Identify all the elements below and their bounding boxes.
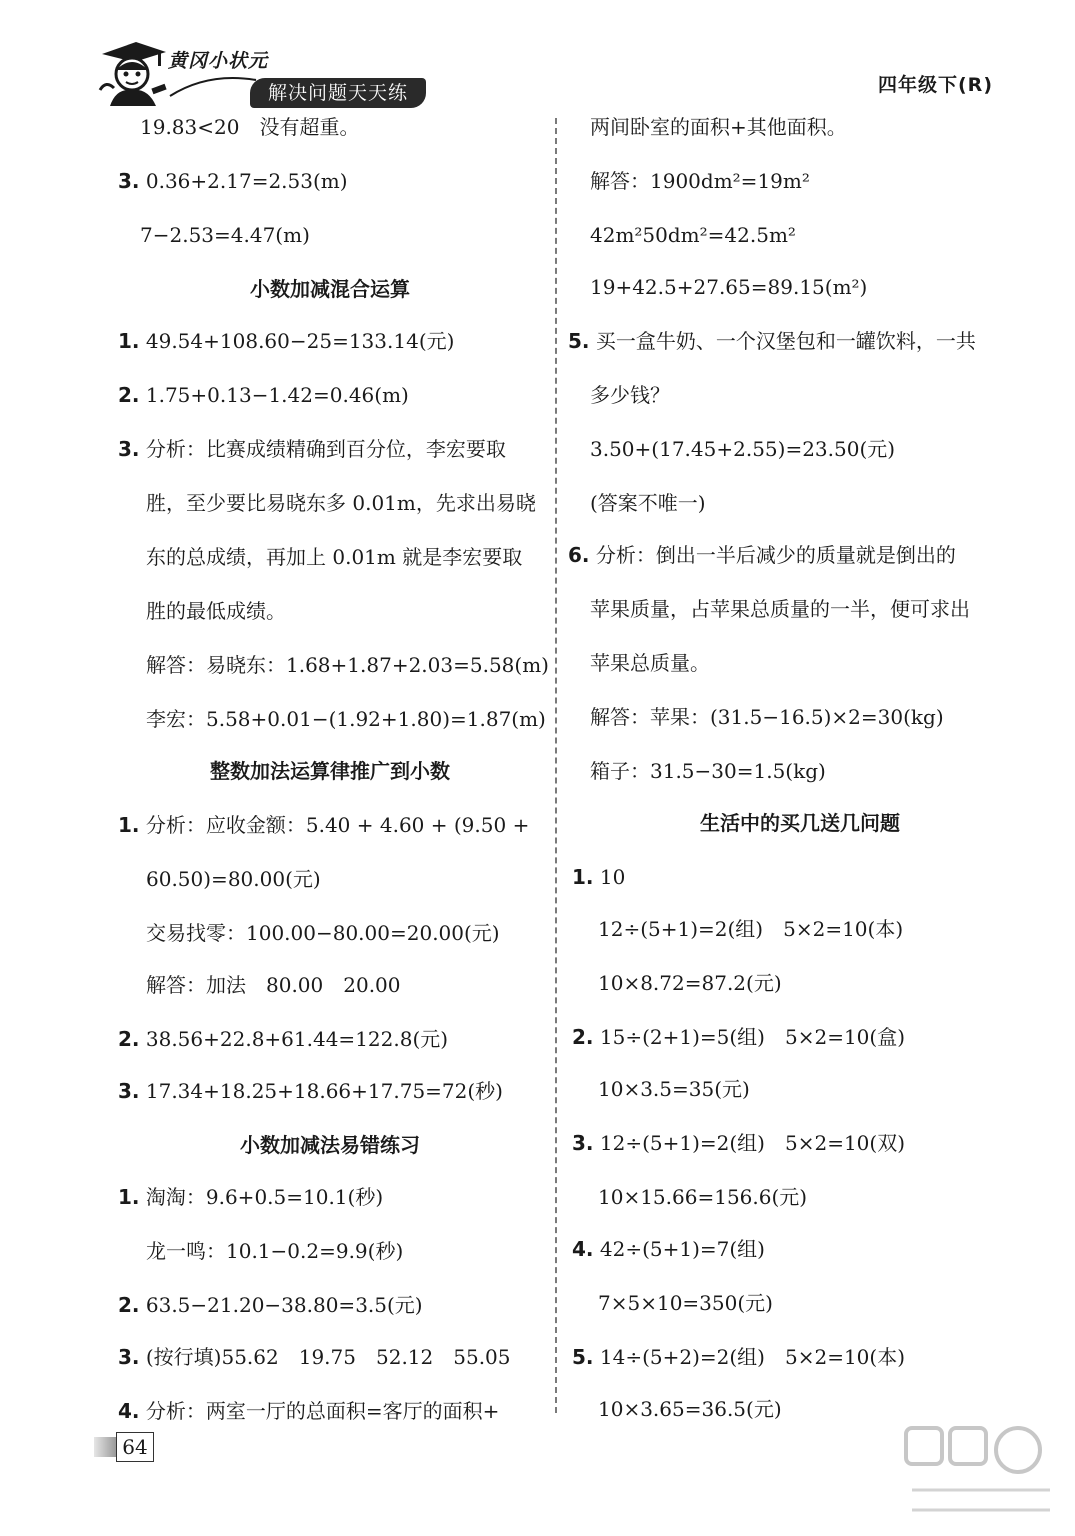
answer-line: 2. 63.5−21.20−38.80=3.5(元) (118, 1293, 423, 1317)
answer-line: 7×5×10=350(元) (598, 1291, 773, 1315)
answer-line: 李宏：5.58+0.01−(1.92+1.80)=1.87(m) (146, 707, 546, 731)
answer-line: 60.50)=80.00(元) (146, 867, 321, 891)
answer-line: 苹果总质量。 (590, 651, 710, 675)
answer-line: 19+42.5+27.65=89.15(m²) (590, 275, 868, 299)
answer-line: 10×15.66=156.6(元) (598, 1185, 808, 1209)
page-header (0, 0, 1075, 110)
answer-line: 解答：苹果：(31.5−16.5)×2=30(kg) (590, 705, 944, 729)
answer-line: 1. 淘淘：9.6+0.5=10.1(秒) (118, 1185, 384, 1209)
answer-line: 3. 12÷(5+1)=2(组) 5×2=10(双) (572, 1131, 906, 1155)
section-title: 生活中的买几送几问题 (700, 811, 900, 835)
answer-line: 龙一鸣：10.1−0.2=9.9(秒) (146, 1239, 404, 1263)
answer-line: 3. 17.34+18.25+18.66+17.75=72(秒) (118, 1079, 503, 1103)
brand-title: 黄冈小状元 (168, 50, 269, 72)
answer-line: 2. 1.75+0.13−1.42=0.46(m) (118, 383, 409, 407)
answer-line: 3. (按行填)55.62 19.75 52.12 55.05 (118, 1345, 511, 1369)
answer-line: 两间卧室的面积+其他面积。 (590, 115, 847, 139)
page-tab-icon (94, 1437, 116, 1457)
answer-line: 3.50+(17.45+2.55)=23.50(元) (590, 437, 896, 461)
answer-line: 1. 10 (572, 865, 626, 889)
answer-line: 胜，至少要比易晓东多 0.01m，先求出易晓 (146, 491, 536, 515)
answer-line: 东的总成绩，再加上 0.01m 就是李宏要取 (146, 545, 523, 569)
grade-label: 四年级下(R) (878, 74, 993, 96)
watermark-logo-icon (900, 1420, 1060, 1530)
answer-line: 4. 42÷(5+1)=7(组) (572, 1237, 765, 1261)
page-number: 64 (116, 1432, 154, 1462)
section-title: 整数加法运算律推广到小数 (210, 759, 450, 783)
answer-line: 交易找零：100.00−80.00=20.00(元) (146, 921, 500, 945)
answer-line: 42m²50dm²=42.5m² (590, 223, 796, 247)
answer-line: 10×8.72=87.2(元) (598, 971, 782, 995)
answer-line: 3. 分析：比赛成绩精确到百分位，李宏要取 (118, 437, 506, 461)
answer-line: 苹果质量，占苹果总质量的一半，便可求出 (590, 597, 970, 621)
answer-line: 4. 分析：两室一厅的总面积=客厅的面积+ (118, 1399, 500, 1423)
answer-line: 12÷(5+1)=2(组) 5×2=10(本) (598, 917, 904, 941)
answer-line: 多少钱？ (590, 383, 670, 407)
mascot-logo-icon (96, 40, 176, 108)
answer-line: 5. 买一盒牛奶、一个汉堡包和一罐饮料，一共 (568, 329, 976, 353)
answer-line: 2. 15÷(2+1)=5(组) 5×2=10(盒) (572, 1025, 906, 1049)
answer-line: 10×3.65=36.5(元) (598, 1397, 782, 1421)
answer-line: (答案不唯一) (590, 491, 706, 515)
answer-line: 胜的最低成绩。 (146, 599, 286, 623)
brand-swoosh-icon (168, 70, 258, 100)
answer-line: 1. 分析：应收金额：5.40 + 4.60 + (9.50 + (118, 813, 530, 837)
answer-line: 2. 38.56+22.8+61.44=122.8(元) (118, 1027, 449, 1051)
answer-line: 5. 14÷(5+2)=2(组) 5×2=10(本) (572, 1345, 906, 1369)
answer-line: 1. 49.54+108.60−25=133.14(元) (118, 329, 455, 353)
answer-line: 解答：易晓东：1.68+1.87+2.03=5.58(m) (146, 653, 549, 677)
answer-line: 箱子：31.5−30=1.5(kg) (590, 759, 826, 783)
answer-line: 19.83<20 没有超重。 (140, 115, 360, 139)
answer-line: 解答：加法 80.00 20.00 (146, 973, 401, 997)
answer-line: 解答：1900dm²=19m² (590, 169, 810, 193)
section-title: 小数加减混合运算 (250, 277, 410, 301)
section-title: 小数加减法易错练习 (240, 1133, 420, 1157)
answer-line: 3. 0.36+2.17=2.53(m) (118, 169, 348, 193)
column-divider (555, 118, 557, 1413)
answer-line: 7−2.53=4.47(m) (140, 223, 310, 247)
answer-line: 10×3.5=35(元) (598, 1077, 750, 1101)
brand-banner: 解决问题天天练 (250, 78, 426, 108)
answer-line: 6. 分析：倒出一半后减少的质量就是倒出的 (568, 543, 956, 567)
